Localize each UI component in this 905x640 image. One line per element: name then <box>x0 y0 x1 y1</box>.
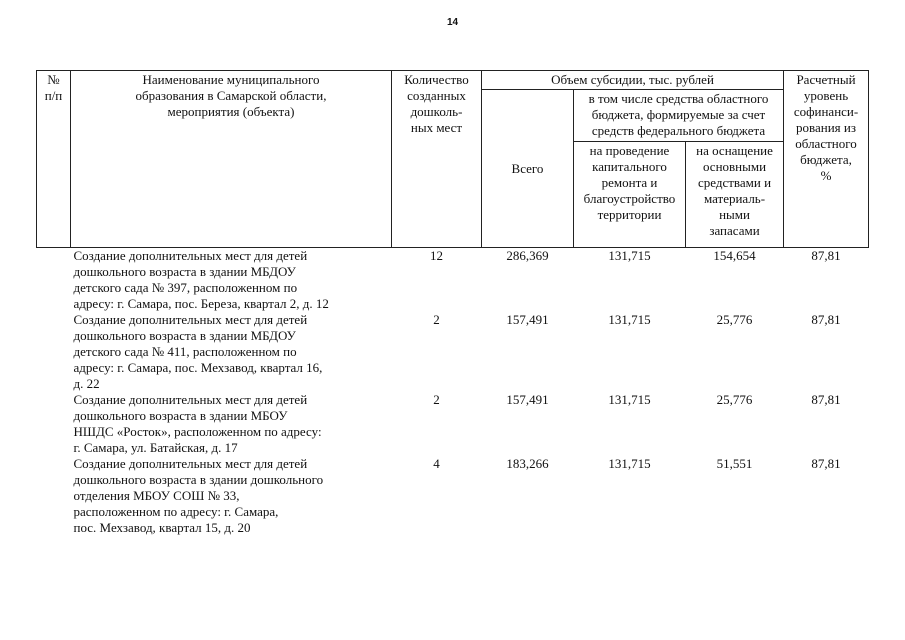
header-num: № п/п <box>37 71 71 248</box>
header-name: Наименование муниципального образования в Самарской области, мероприятия (объекта) <box>71 71 392 248</box>
row-repair: 131,715 <box>608 312 651 327</box>
row-total: 157,491 <box>506 312 549 327</box>
header-rate: Расчетный уровень софинанси- рования из областного бюджета, % <box>784 71 869 248</box>
row-name: Создание дополнительных мест для детей дошкольного возраста в здании МБОУ НШДС «Росток», расположенном по адресу: г. Самара, ул. Батайская, д. 17 <box>73 392 322 455</box>
header-subsidy: Объем субсидии, тыс. рублей <box>482 71 784 90</box>
table-row <box>37 248 869 313</box>
table-row <box>37 312 869 392</box>
header-total: Всего <box>482 90 574 248</box>
row-equip: 25,776 <box>716 312 753 327</box>
row-name: Создание дополнительных мест для детей дошкольного возраста в здании дошкольного отделения МБОУ СОШ № 33, расположенном по адресу: г. Самара, пос. Мехзавод, квартал 15, д. 20 <box>73 456 324 535</box>
row-equip: 51,551 <box>716 456 753 471</box>
table-row <box>37 392 869 456</box>
row-name: Создание дополнительных мест для детей дошкольного возраста в здании МБДОУ детского сада № 397, расположенном по адресу: г. Самара, пос. Береза, квартал 2, д. 12 <box>73 248 329 311</box>
row-equip: 154,654 <box>713 248 756 263</box>
page-number: 14 <box>446 17 459 28</box>
row-count: 2 <box>433 312 440 327</box>
row-repair: 131,715 <box>608 248 651 263</box>
subsidy-table <box>36 70 869 536</box>
header-equip: на оснащение основными средствами и материаль- ными запасами <box>686 142 784 248</box>
table-header <box>37 71 869 248</box>
header-federal-share: в том числе средства областного бюджета, формируемые за счет средств федерального бюджета <box>574 90 784 142</box>
table-body <box>37 248 869 537</box>
row-count: 2 <box>433 392 440 407</box>
header-count: Количество созданных дошколь- ных мест <box>392 71 482 248</box>
row-repair: 131,715 <box>608 392 651 407</box>
row-equip: 25,776 <box>716 392 753 407</box>
header-repair: на проведение капитального ремонта и благоустройство территории <box>574 142 686 248</box>
row-rate: 87,81 <box>811 392 841 407</box>
row-count: 4 <box>433 456 440 471</box>
row-name: Создание дополнительных мест для детей дошкольного возраста в здании МБДОУ детского сада № 411, расположенном по адресу: г. Самара, пос. Мехзавод, квартал 16, д. 22 <box>73 312 323 391</box>
row-rate: 87,81 <box>811 248 841 263</box>
row-total: 183,266 <box>506 456 549 471</box>
row-count: 12 <box>430 248 443 263</box>
row-rate: 87,81 <box>811 456 841 471</box>
row-total: 157,491 <box>506 392 549 407</box>
row-total: 286,369 <box>506 248 549 263</box>
table-row <box>37 456 869 536</box>
row-rate: 87,81 <box>811 312 841 327</box>
row-repair: 131,715 <box>608 456 651 471</box>
